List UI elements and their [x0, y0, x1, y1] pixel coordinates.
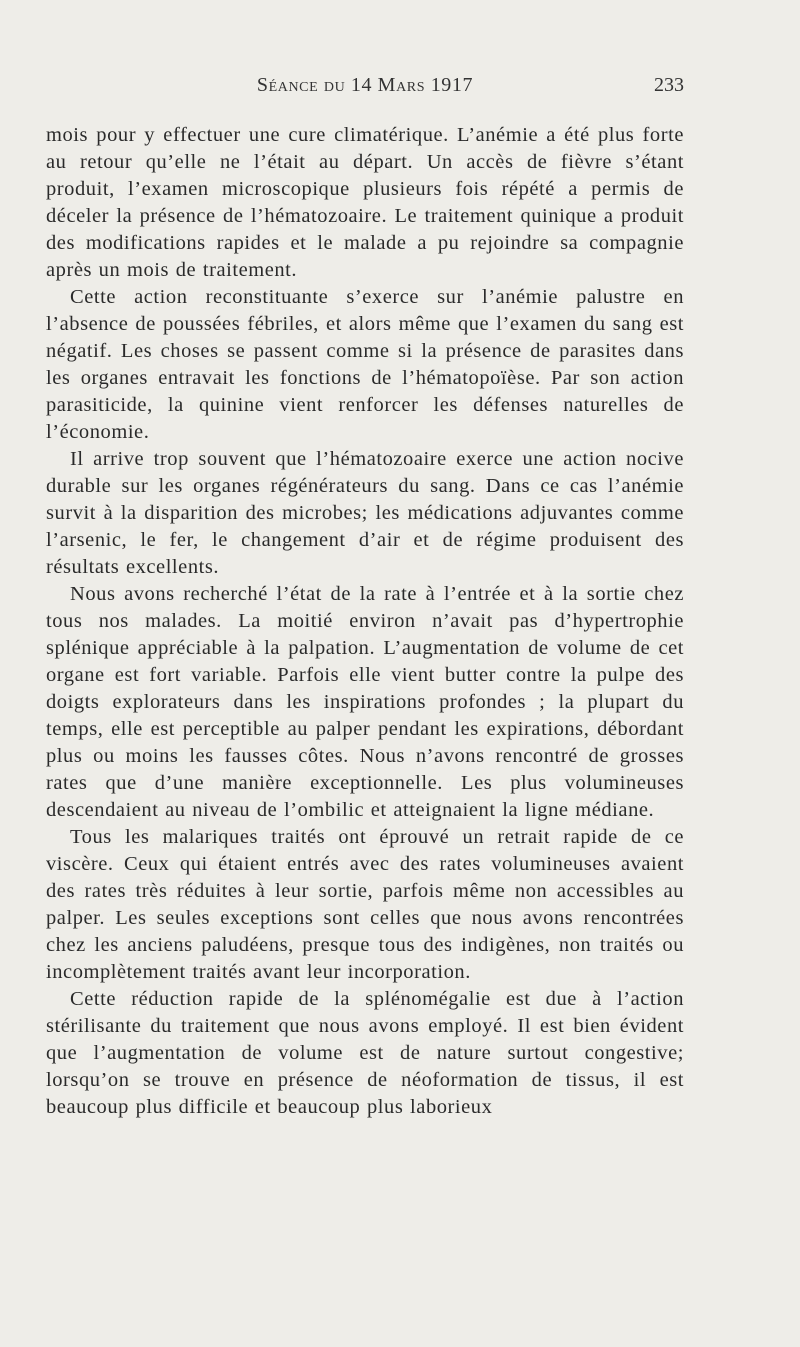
body-text	[46, 122, 684, 1121]
paragraph: Nous avons recherché l’état de la rate à l’entrée et à la sortie chez tous nos malades. La moitié environ n’avait pas d’hypertrophie splénique appréciable à la palpation. L’augmentation de volume de cet organe est fort variable. Parfois elle vient butter contre la pulpe des doigts explorateurs dans les inspirations profondes ; la plupart du temps, elle est perceptible au palper pendant les expirations, débordant plus ou moins les fausses côtes. Nous n’avons rencontré de grosses rates que d’une manière exceptionnelle. Les plus volumineuses descendaient au niveau de l’ombilic et atteignaient la ligne médiane.	[46, 583, 684, 821]
paragraph: Tous les malariques traités ont éprouvé un retrait rapide de ce viscère. Ceux qui étaient entrés avec des rates volumineuses avaient des rates très réduites à leur sortie, parfois même non accessibles au palper. Les seules exceptions sont celles que nous avons rencontrées chez les anciens paludéens, presque tous des indigènes, non traités ou incomplètement traités avant leur incorporation.	[46, 826, 684, 983]
page-number: 233	[654, 74, 684, 96]
paragraph: Il arrive trop souvent que l’hématozoaire exerce une action nocive durable sur les organes régénérateurs du sang. Dans ce cas l’anémie survit à la disparition des microbes; les médications adjuvantes comme l’arsenic, le fer, le changement d’air et de régime produisent des résultats excellents.	[46, 448, 684, 578]
running-title: Séance du 14 Mars 1917	[256, 74, 474, 96]
paragraph: mois pour y effectuer une cure climatérique. L’anémie a été plus forte au retour qu’elle ne l’était au départ. Un accès de fièvre s’étant produit, l’examen microscopique plusieurs fois répété a permis de déceler la présence de l’hématozoaire. Le traitement quinique a produit des modifications rapides et le malade a pu rejoindre sa compagnie après un mois de traitement.	[46, 124, 684, 281]
paragraph: Cette action reconstituante s’exerce sur l’anémie palustre en l’absence de poussées fébriles, et alors même que l’examen du sang est négatif. Les choses se passent comme si la présence de parasites dans les organes entravait les fonctions de l’hématopoïèse. Par son action parasiticide, la quinine vient renforcer les défenses naturelles de l’économie.	[46, 286, 684, 443]
paragraph: Cette réduction rapide de la splénomégalie est due à l’action stérilisante du traitement que nous avons employé. Il est bien évident que l’augmentation de volume est de nature surtout congestive; lorsqu’on se trouve en présence de néoformation de tissus, il est beaucoup plus difficile et beaucoup plus laborieux	[46, 988, 684, 1118]
running-head	[46, 74, 684, 102]
